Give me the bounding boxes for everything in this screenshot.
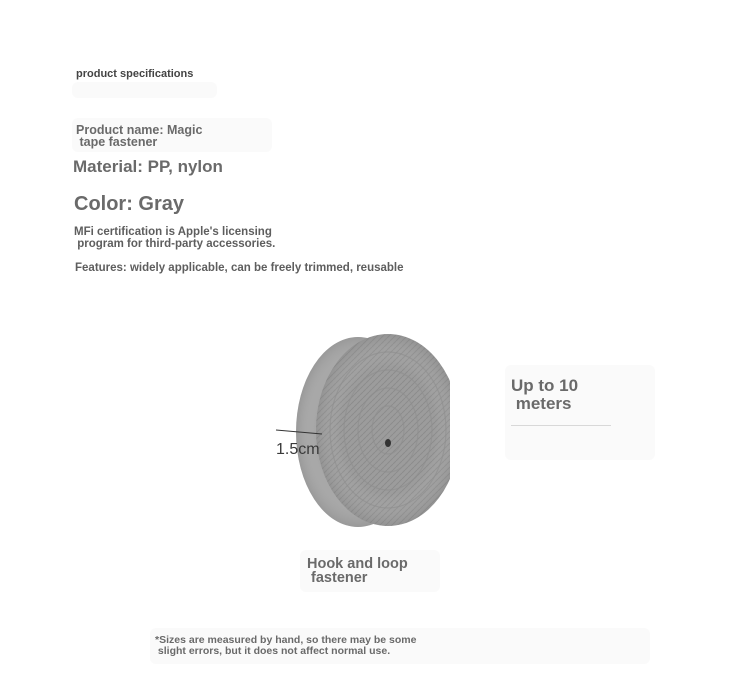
product-name: Product name: Magic tape fastener xyxy=(76,123,203,149)
length-label: Up to 10 meters xyxy=(511,376,579,413)
mfi-note: MFi certification is Apple's licensing program for third-party accessories. xyxy=(74,226,276,250)
material-spec: Material: PP, nylon xyxy=(73,157,223,176)
tape-roll-image xyxy=(270,320,450,535)
spec-heading: product specifications xyxy=(76,68,194,80)
color-spec: Color: Gray xyxy=(74,193,185,215)
features-spec: Features: widely applicable, can be freely trimmed, reusable xyxy=(75,262,404,274)
product-caption: Hook and loop fastener xyxy=(307,556,408,586)
divider xyxy=(511,425,611,426)
text-backdrop xyxy=(72,82,217,98)
size-disclaimer: *Sizes are measured by hand, so there may be some slight errors, but it does not affect normal use. xyxy=(155,634,417,657)
dimension-label: 1.5cm xyxy=(276,441,320,458)
